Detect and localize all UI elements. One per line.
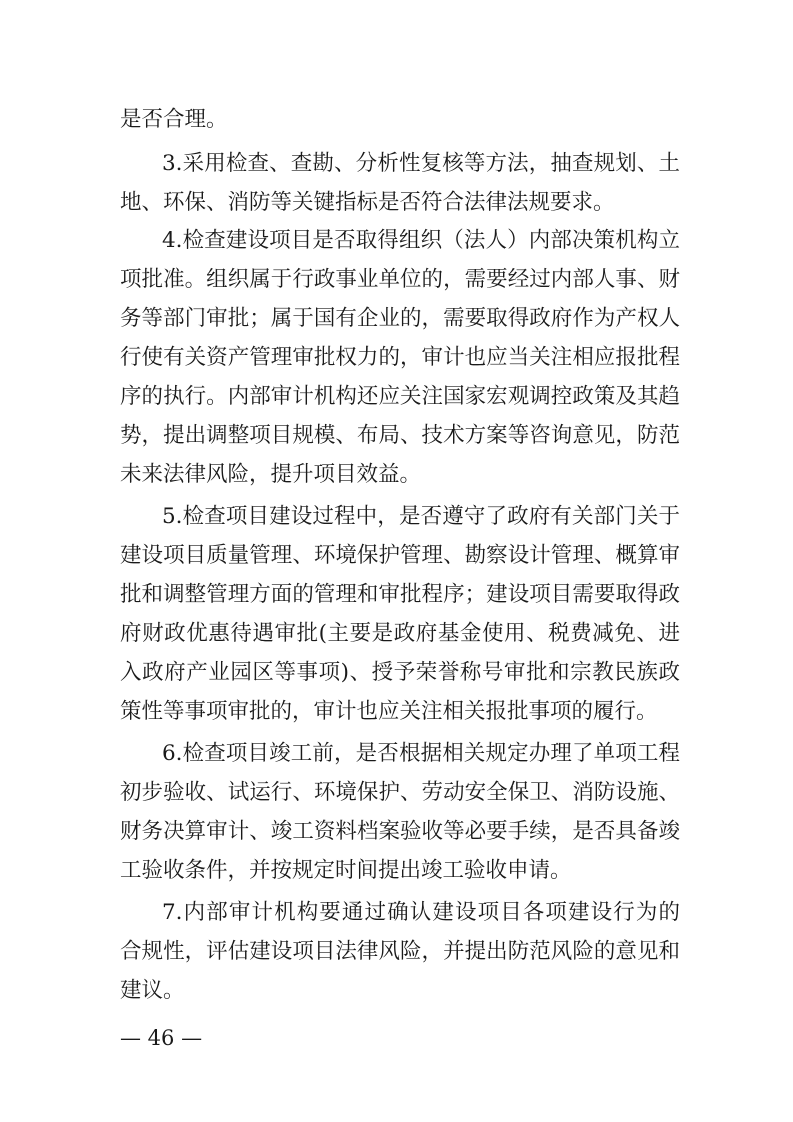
text-line: 6.检查项目竣工前，是否根据相关规定办理了单项工程: [162, 741, 680, 766]
text-line: 5.检查项目建设过程中，是否遵守了政府有关部门关于: [162, 504, 680, 529]
text-line: 工验收条件，并按规定时间提出竣工验收申请。: [120, 858, 572, 883]
text-line: 3.采用检查、查勘、分析性复核等方法，抽查规划、土: [162, 151, 680, 176]
text-line: 未来法律风险，提升项目效益。: [120, 462, 422, 487]
text-line: 行使有关资产管理审批权力的，审计也应当关注相应报批程: [120, 345, 680, 370]
text-line: 建设项目质量管理、环境保护管理、勘察设计管理、概算审: [120, 543, 680, 568]
text-line: 财务决算审计、竣工资料档案验收等必要手续，是否具备竣: [120, 819, 680, 844]
text-line: 序的执行。内部审计机构还应关注国家宏观调控政策及其趋: [120, 384, 680, 409]
text-line: 入政府产业园区等事项)、授予荣誉称号审批和宗教民族政: [120, 660, 680, 685]
page-number: — 46 —: [120, 1026, 203, 1050]
text-line: 是否合理。: [120, 107, 228, 132]
text-line: 批和调整管理方面的管理和审批程序；建设项目需要取得政: [120, 582, 680, 607]
text-line: 地、环保、消防等关键指标是否符合法律法规要求。: [120, 190, 615, 215]
text-line: 策性等事项审批的，审计也应关注相关报批事项的履行。: [120, 699, 658, 724]
text-line: 府财政优惠待遇审批(主要是政府基金使用、税费减免、进: [120, 621, 680, 646]
text-line: 7.内部审计机构要通过确认建设项目各项建设行为的: [162, 900, 680, 925]
text-line: 势，提出调整项目规模、布局、技术方案等咨询意见，防范: [120, 423, 680, 448]
text-line: 建议。: [120, 978, 185, 1003]
text-line: 务等部门审批；属于国有企业的，需要取得政府作为产权人: [120, 306, 680, 331]
text-line: 初步验收、试运行、环境保护、劳动安全保卫、消防设施、: [120, 780, 680, 805]
text-line: 项批准。组织属于行政事业单位的，需要经过内部人事、财: [120, 267, 680, 292]
text-line: 4.检查建设项目是否取得组织（法人）内部决策机构立: [162, 228, 680, 253]
text-line: 合规性，评估建设项目法律风险，并提出防范风险的意见和: [120, 939, 680, 964]
